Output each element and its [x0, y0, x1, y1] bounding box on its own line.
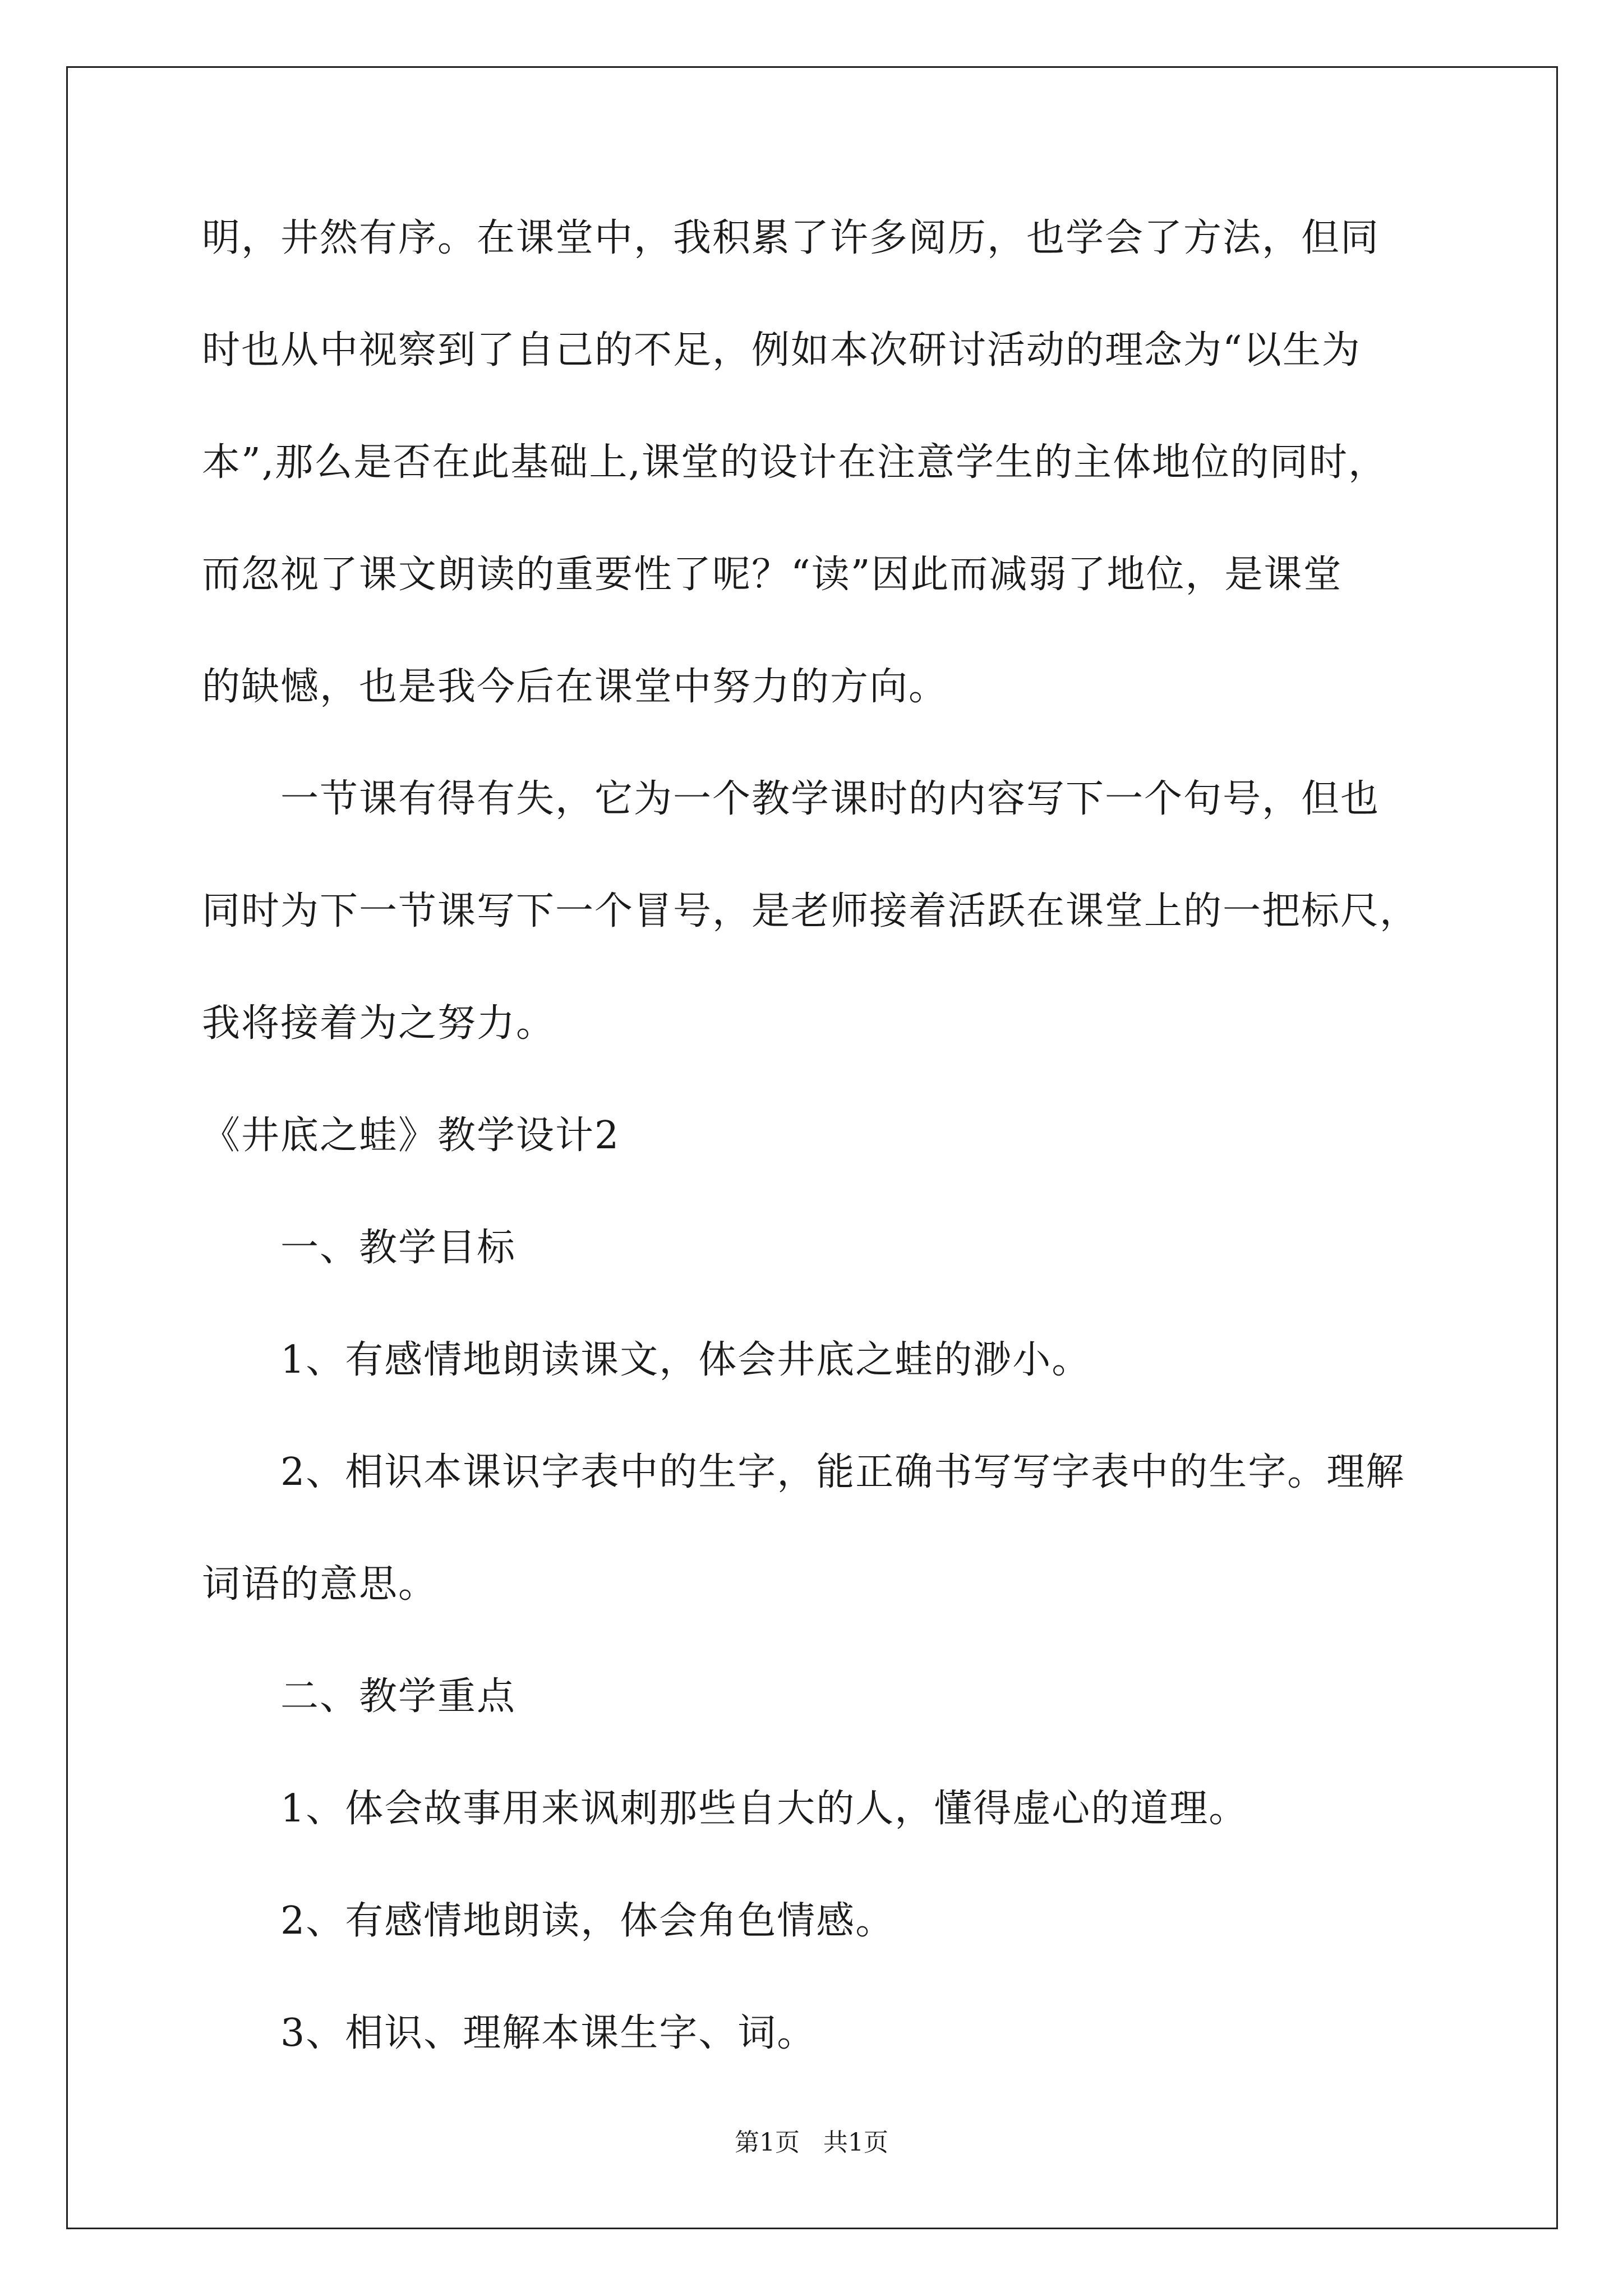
section-heading: 二、教学重点: [280, 1674, 517, 1719]
page-number-footer: 第1页 共1页: [735, 2128, 888, 2157]
paragraph-line: 而忽视了课文朗读的重要性了呢？“读”因此而减弱了地位，是课堂: [202, 553, 1343, 597]
paragraph-line: 一节课有得有失，它为一个教学课时的内容写下一个句号，但也: [280, 777, 1380, 821]
paragraph-line: 明，井然有序。在课堂中，我积累了许多阅历，也学会了方法，但同: [202, 216, 1380, 260]
paragraph-line: 同时为下一节课写下一个冒号，是老师接着活跃在课堂上的一把标尺，: [202, 889, 1419, 933]
paragraph-line: 我将接着为之努力。: [202, 1001, 556, 1046]
paragraph-line: 的缺憾，也是我今后在课堂中努力的方向。: [202, 665, 948, 709]
section-heading: 一、教学目标: [280, 1226, 517, 1270]
paragraph-line: 本”,那么是否在此基础上,课堂的设计在注意学生的主体地位的同时，: [202, 440, 1387, 485]
list-item: 1、体会故事用来讽刺那些自大的人，懂得虚心的道理。: [280, 1787, 1248, 1831]
list-item: 2、相识本课识字表中的生字，能正确书写写字表中的生字。理解: [280, 1450, 1405, 1494]
list-item: 3、相识、理解本课生字、词。: [280, 2011, 817, 2055]
list-item: 1、有感情地朗读课文，体会井底之蛙的渺小。: [280, 1338, 1091, 1382]
list-item: 2、有感情地朗读，体会角色情感。: [280, 1899, 895, 1943]
section-title: 《井底之蛙》教学设计2: [202, 1114, 620, 1158]
list-item-continuation: 词语的意思。: [202, 1562, 438, 1607]
paragraph-line: 时也从中视察到了自己的不足，例如本次研讨活动的理念为“以生为: [202, 328, 1361, 372]
